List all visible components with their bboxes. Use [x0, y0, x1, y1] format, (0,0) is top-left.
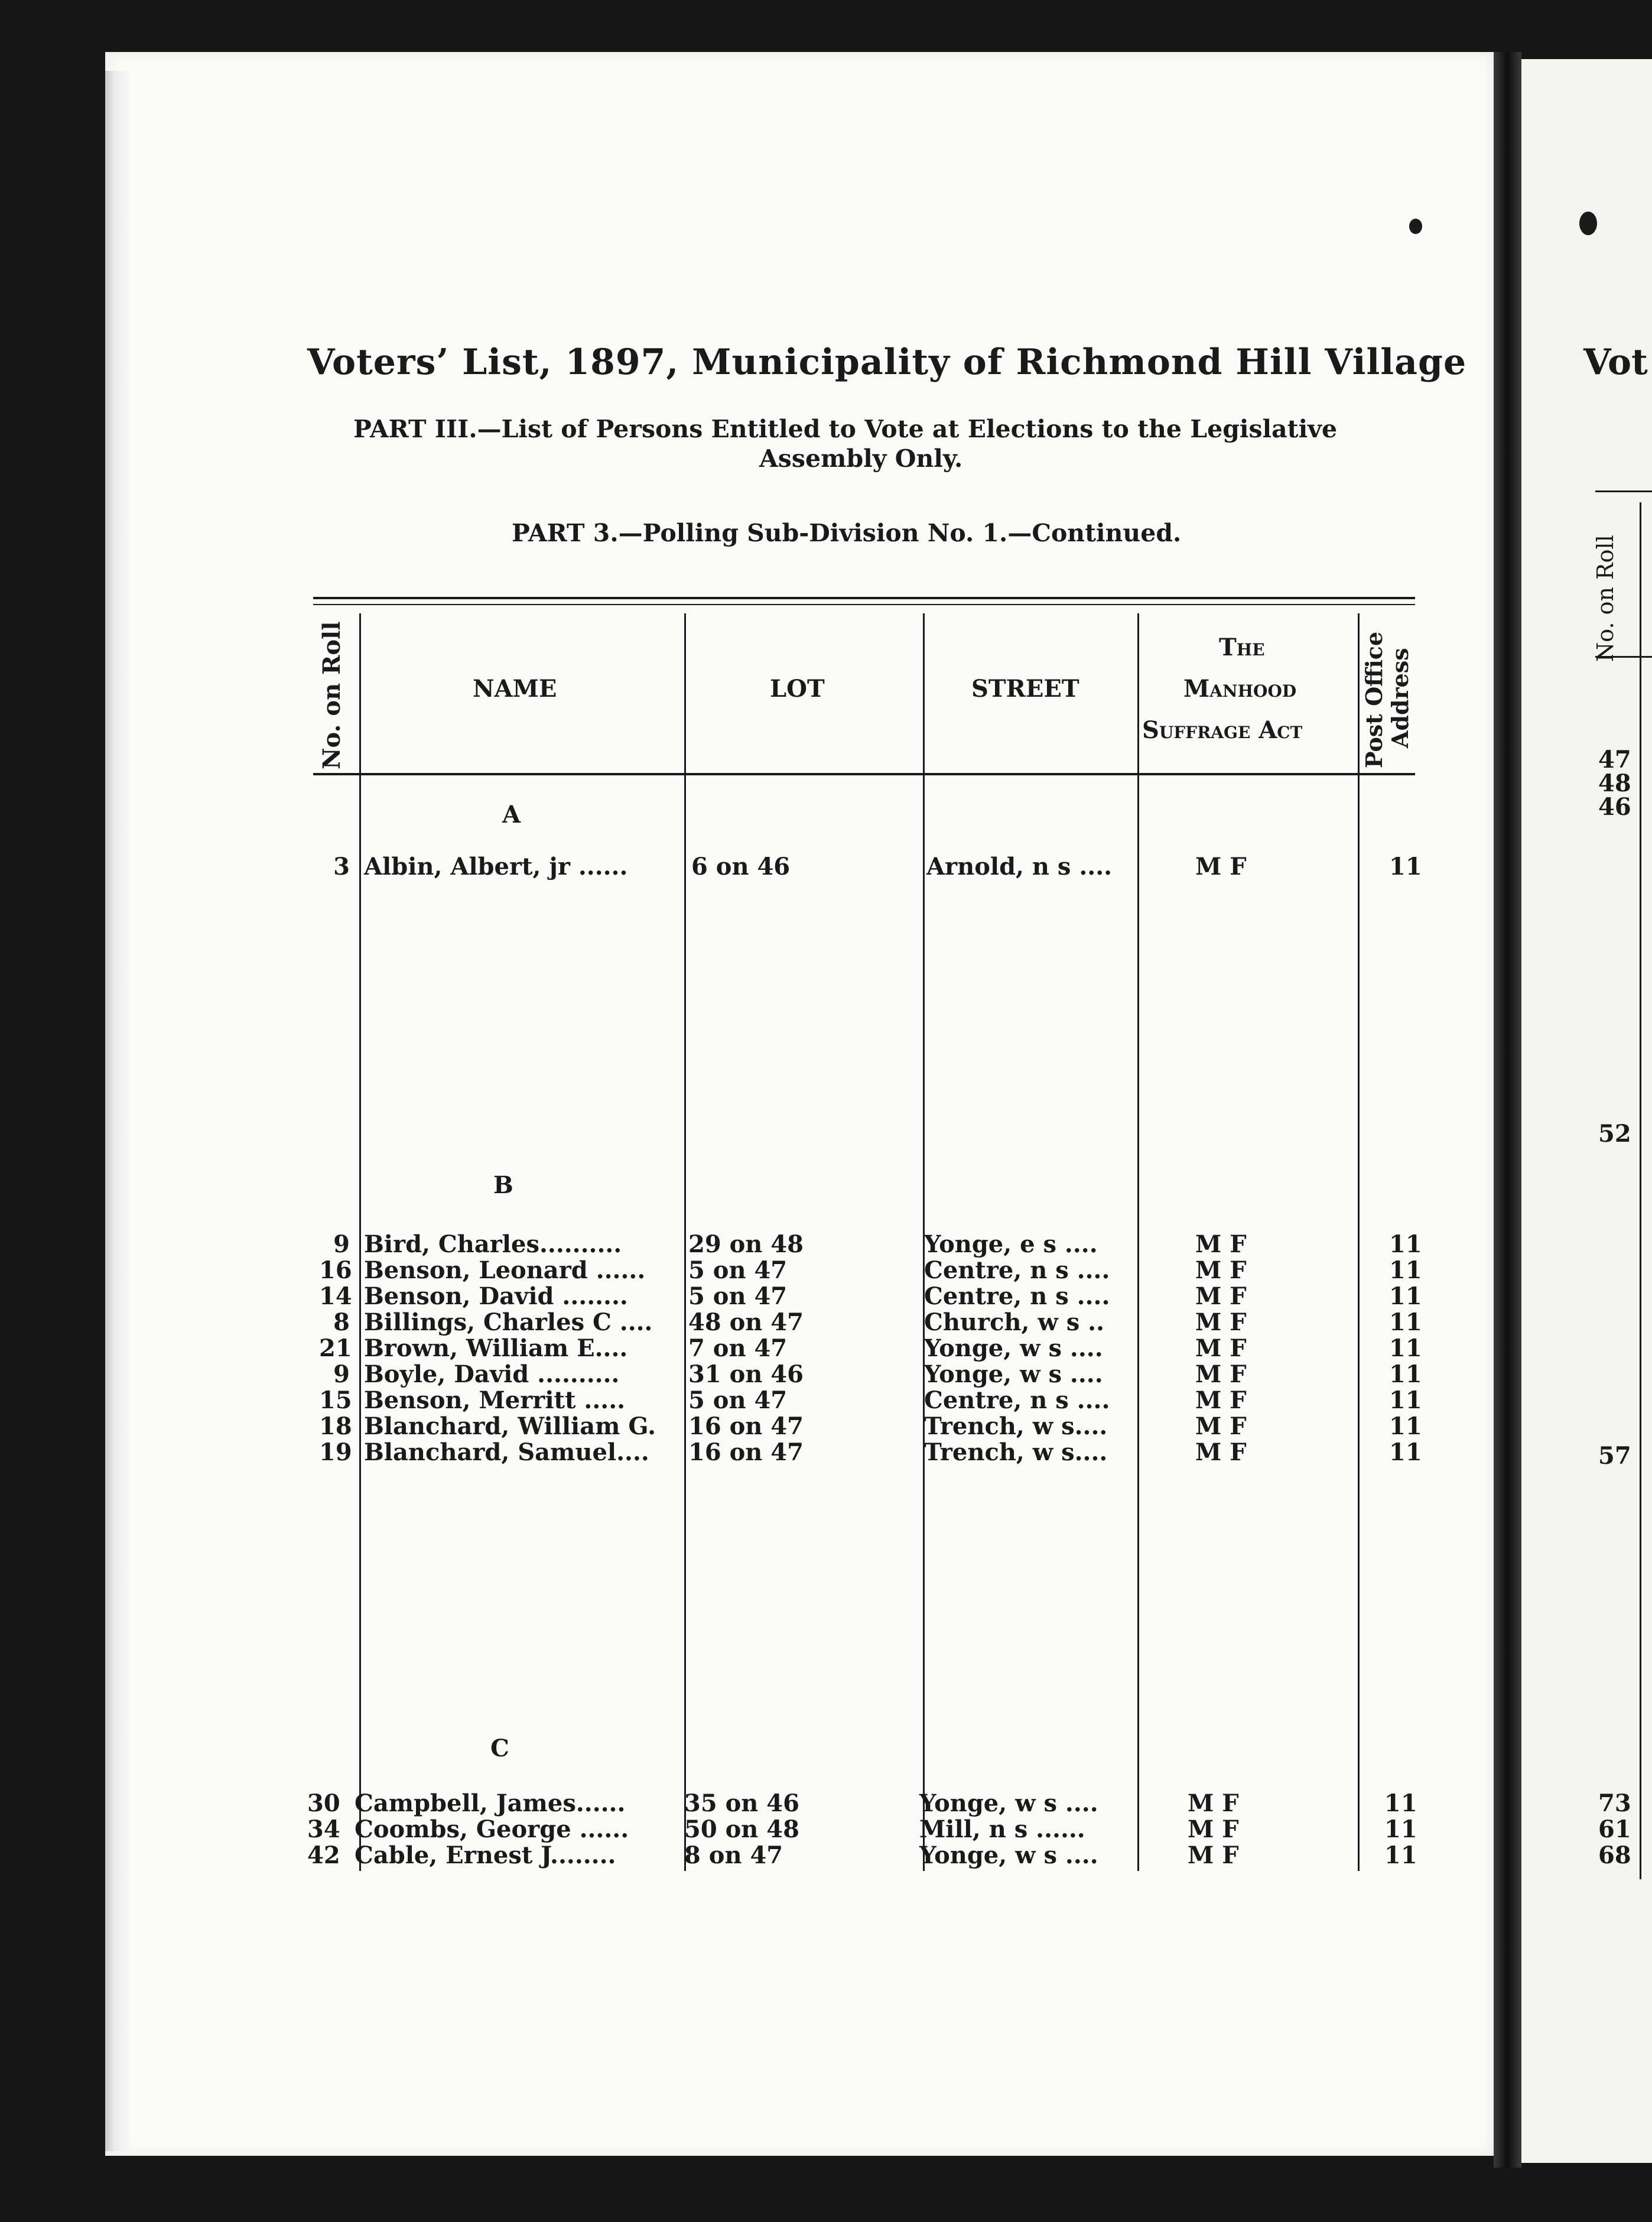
subdivision-heading: PART 3.—Polling Sub-Division No. 1.—Continued. [512, 519, 1182, 547]
act-qualification: M F [1188, 1841, 1239, 1869]
roll-number: 8 [333, 1308, 350, 1336]
post-office: 11 [1389, 1334, 1422, 1362]
voter-name: Coombs, George ...... [355, 1815, 629, 1843]
street: Yonge, w s .... [919, 1789, 1098, 1817]
voter-name: Campbell, James...... [355, 1789, 626, 1817]
header-lot: LOT [770, 675, 825, 703]
street: Centre, n s .... [924, 1256, 1110, 1284]
post-office: 11 [1389, 1282, 1422, 1310]
lot: 35 on 46 [684, 1789, 799, 1817]
table-top-rule [313, 597, 1415, 599]
voter-name: Bird, Charles.......... [364, 1230, 622, 1258]
lot: 31 on 46 [688, 1360, 804, 1388]
roll-number: 3 [333, 853, 350, 881]
post-office: 11 [1389, 853, 1422, 881]
lot: 5 on 47 [688, 1386, 788, 1414]
section-letter: A [502, 801, 521, 829]
column-divider [684, 613, 686, 1871]
lot: 29 on 48 [688, 1230, 804, 1258]
right-page-title-fragment: Vot [1583, 342, 1648, 383]
voter-name: Benson, Merritt ..... [364, 1386, 626, 1414]
roll-number: 34 [307, 1815, 340, 1843]
lot: 5 on 47 [688, 1256, 788, 1284]
voter-name: Brown, William E.... [364, 1334, 628, 1362]
act-qualification: M F [1195, 1360, 1247, 1388]
lot: 5 on 47 [688, 1282, 788, 1310]
act-qualification: M F [1195, 1256, 1247, 1284]
ink-mark [1409, 219, 1422, 234]
header-name: NAME [473, 675, 557, 703]
ink-mark [1579, 212, 1597, 235]
roll-number: 16 [319, 1256, 352, 1284]
roll-number: 15 [319, 1386, 352, 1414]
header-street: STREET [971, 675, 1079, 703]
voter-name: Blanchard, Samuel.... [364, 1438, 649, 1466]
right-page-roll-number: 73 [1598, 1789, 1631, 1817]
header-roll: No. on Roll [318, 621, 346, 769]
act-qualification: M F [1195, 1334, 1247, 1362]
voter-name: Blanchard, William G. [364, 1412, 656, 1440]
roll-number: 9 [333, 1230, 350, 1258]
column-divider [359, 613, 361, 1871]
roll-number: 19 [319, 1438, 352, 1466]
right-page-divider [1640, 502, 1641, 1879]
right-page-roll-number: 68 [1598, 1841, 1631, 1869]
act-qualification: M F [1195, 853, 1247, 881]
table-top-rule-thin [313, 604, 1415, 605]
voter-name: Albin, Albert, jr ...... [364, 853, 628, 881]
lot: 8 on 47 [684, 1841, 783, 1869]
post-office: 11 [1389, 1308, 1422, 1336]
header-bottom-rule [313, 773, 1415, 775]
act-qualification: M F [1188, 1815, 1239, 1843]
column-divider [1358, 613, 1360, 1871]
post-office: 11 [1389, 1386, 1422, 1414]
street: Yonge, w s .... [924, 1360, 1103, 1388]
lot: 16 on 47 [688, 1438, 804, 1466]
roll-number: 9 [333, 1360, 350, 1388]
part-heading: PART III.—List of Persons Entitled to Vote at Elections to the Legislative [353, 415, 1338, 443]
lot: 7 on 47 [688, 1334, 788, 1362]
post-office: 11 [1384, 1789, 1417, 1817]
post-office: 11 [1389, 1360, 1422, 1388]
street: Yonge, w s .... [924, 1334, 1103, 1362]
street: Trench, w s.... [924, 1438, 1108, 1466]
act-qualification: M F [1195, 1230, 1247, 1258]
column-divider [1137, 613, 1139, 1871]
lot: 50 on 48 [684, 1815, 799, 1843]
right-page-roll-number: 57 [1598, 1442, 1631, 1470]
post-office: 11 [1389, 1412, 1422, 1440]
act-qualification: M F [1195, 1412, 1247, 1440]
street: Mill, n s ...... [919, 1815, 1085, 1843]
act-qualification: M F [1195, 1308, 1247, 1336]
lot: 48 on 47 [688, 1308, 804, 1336]
street: Yonge, e s .... [924, 1230, 1098, 1258]
post-office: 11 [1384, 1841, 1417, 1869]
part-heading-continued: Assembly Only. [759, 444, 963, 473]
act-qualification: M F [1195, 1386, 1247, 1414]
right-page-roll-number: 61 [1598, 1815, 1631, 1843]
street: Centre, n s .... [924, 1386, 1110, 1414]
roll-number: 30 [307, 1789, 340, 1817]
voter-name: Benson, David ........ [364, 1282, 628, 1310]
post-office: 11 [1389, 1256, 1422, 1284]
street: Centre, n s .... [924, 1282, 1110, 1310]
roll-number: 14 [319, 1282, 352, 1310]
lot: 6 on 46 [691, 853, 791, 881]
post-office: 11 [1389, 1438, 1422, 1466]
post-office: 11 [1384, 1815, 1417, 1843]
section-letter: C [490, 1734, 509, 1762]
right-page-roll-number: 52 [1598, 1120, 1631, 1148]
right-page-header-roll: No. on Roll [1592, 535, 1618, 662]
act-qualification: M F [1195, 1282, 1247, 1310]
section-letter: B [493, 1171, 513, 1199]
roll-number: 42 [307, 1841, 340, 1869]
header-post-line2: Address [1387, 648, 1413, 748]
post-office: 11 [1389, 1230, 1422, 1258]
act-qualification: M F [1188, 1789, 1239, 1817]
header-post-line1: Post Office [1361, 631, 1387, 768]
right-page-roll-number: 48 [1598, 769, 1631, 797]
voter-name: Boyle, David .......... [364, 1360, 620, 1388]
street: Arnold, n s .... [926, 853, 1113, 881]
act-qualification: M F [1195, 1438, 1247, 1466]
header-act-line3: Suffrage Act [1142, 716, 1303, 744]
roll-number: 21 [319, 1334, 352, 1362]
page-edge-stack [105, 71, 129, 2151]
document-title: Voters’ List, 1897, Municipality of Richmond Hill Village [307, 342, 1467, 383]
book-gutter [1494, 52, 1521, 2168]
header-act-line2: Manhood [1183, 675, 1297, 703]
street: Yonge, w s .... [919, 1841, 1098, 1869]
lot: 16 on 47 [688, 1412, 804, 1440]
roll-number: 18 [319, 1412, 352, 1440]
street: Trench, w s.... [924, 1412, 1108, 1440]
right-page-roll-number: 46 [1598, 793, 1631, 821]
right-page-roll-number: 47 [1598, 746, 1631, 774]
voter-name: Billings, Charles C .... [364, 1308, 653, 1336]
right-page-rule [1595, 490, 1652, 492]
voter-name: Cable, Ernest J........ [355, 1841, 616, 1869]
voter-name: Benson, Leonard ...... [364, 1256, 646, 1284]
header-act-line1: The [1219, 634, 1265, 661]
street: Church, w s .. [924, 1308, 1105, 1336]
